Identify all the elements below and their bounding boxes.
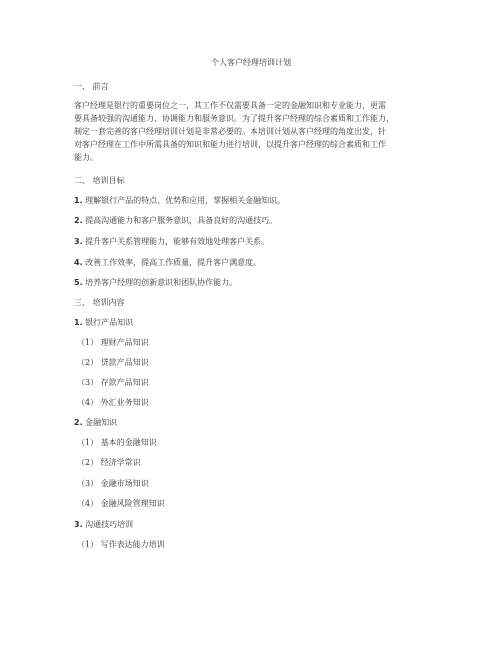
content-subitem: （1） 写作表达能力培训 [77,540,165,549]
content-subitem: （4） 金融风险管理知识 [77,499,165,508]
goal-text: 提升客户关系管理能力，能够有效地处理客户关系。 [85,237,270,246]
content-subitem: （3） 存款产品知识 [77,378,149,387]
content-group-text: 金融知识 [85,418,118,427]
content-subitem: （2） 经济学常识 [77,458,141,467]
content-group-title [74,318,133,328]
content-subitem: （1） 理财产品知识 [77,338,149,347]
content-group-text: 银行产品知识 [85,318,134,327]
goal-item [74,216,277,226]
goal-text: 理解银行产品的特点、优势和应用，掌握相关金融知识。 [85,196,286,205]
intro-line: 对客户经理在工作中所需具备的知识和能力进行培训，以提升客户经理的综合素质和工作 [74,140,386,149]
goal-text: 提高沟通能力和客户服务意识，具备良好的沟通技巧。 [85,216,278,225]
content-subitem: （2） 贷款产品知识 [77,358,149,367]
content-subitem: （1） 基本的金融知识 [77,438,157,447]
section-heading-goals: 二、 培训目标 [74,176,125,185]
section-heading-content: 三、 培训内容 [74,298,125,307]
intro-line: 能力。 [74,153,98,162]
content-subitem: （4） 外汇业务知识 [77,398,149,407]
intro-line: 客户经理是银行的重要岗位之一，其工作不仅需要具备一定的金融知识和专业能力，更需 [74,101,386,110]
section-heading-preface: 一、 前言 [74,82,109,91]
goal-text: 培养客户经理的创新意识和团队协作能力。 [85,278,238,287]
goal-number: 4. [74,258,83,267]
goal-item [74,258,261,268]
goal-item [74,237,269,247]
document-title: 个人客户经理培训计划 [211,58,291,67]
goal-number: 1. [74,196,83,205]
goal-number: 2. [74,216,83,225]
goal-text: 改善工作效率，提高工作质量，提升客户满意度。 [85,258,262,267]
goal-item [74,278,237,288]
content-group-text: 沟通技巧培训 [85,520,134,529]
content-group-number: 1. [74,318,83,327]
content-group-title [74,520,133,530]
goal-number: 3. [74,237,83,246]
goal-number: 5. [74,278,83,287]
content-group-title [74,418,117,428]
content-group-number: 3. [74,520,83,529]
content-group-number: 2. [74,418,83,427]
intro-line: 制定一套完善的客户经理培训计划是非常必要的。本培训计划从客户经理的角度出发，针 [74,127,386,136]
goal-item [74,196,285,206]
intro-line: 要具备较强的沟通能力、协调能力和服务意识。为了提升客户经理的综合素质和工作能力， [74,114,394,123]
content-subitem: （3） 金融市场知识 [77,479,149,488]
